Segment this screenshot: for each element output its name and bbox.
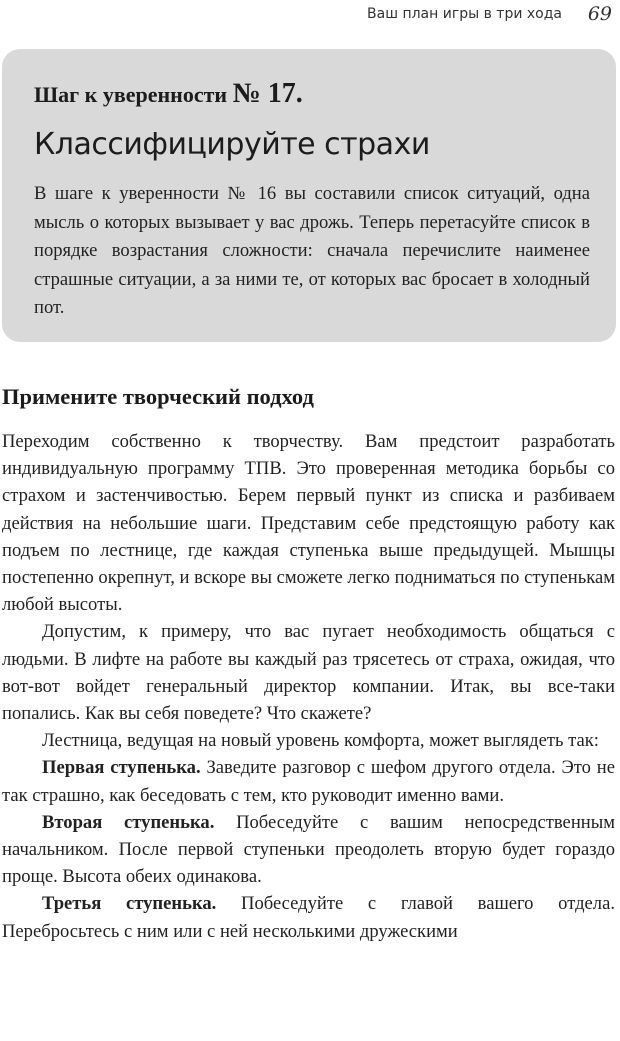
- callout-kicker-number: № 17.: [232, 78, 303, 109]
- body-text: [2, 428, 615, 945]
- step-paragraph: [2, 809, 615, 891]
- step-paragraph: [2, 890, 615, 944]
- step-paragraph: [2, 754, 615, 808]
- paragraph: Допустим, к примеру, что вас пугает необходимость общаться с людьми. В лифте на работе вы каждый раз трясетесь от страха, ожидая, что вот-вот войдет генеральный директор компании. Итак, вы все-таки попались. Как вы себя поведете? Что скажете?: [2, 621, 615, 725]
- page-header: [0, 3, 620, 27]
- running-title: Ваш план игры в три хода: [367, 6, 562, 22]
- step-label: Третья ступенька.: [42, 893, 217, 915]
- page-number: 69: [587, 3, 612, 25]
- step-label: Первая ступенька.: [42, 757, 201, 779]
- callout-kicker-text: Шаг к уверенности: [34, 82, 228, 107]
- paragraph: Переходим собственно к творчеству. Вам предстоит разработать индивидуальную программу ТПВ. Это проверенная методика борьбы со страхом и застенчивостью. Берем первый пункт из списка и разбиваем действия на небольшие шаги. Представим себе предстоящую работу как подъем по лестнице, где каждая ступенька выше предыдущей. Мышцы постепенно окрепнут, и вскоре вы сможете легко подниматься по ступенькам любой высоты.: [2, 431, 615, 616]
- step-text: Побеседуйте с вашим непосредственным начальником. После первой ступеньки преодолеть вторую будет гораздо проще. Высота обеих одинакова.: [2, 811, 615, 888]
- callout-text: В шаге к уверенности № 16 вы составили список ситуаций, одна мысль о которых вызывает у вас дрожь. Теперь перетасуйте список в порядке возрастания сложности: сначала перечислите наименее страшные ситуации, а за ними те, от которых вас бросает в холодный пот.: [34, 183, 590, 318]
- paragraph: Лестница, ведущая на новый уровень комфорта, может выглядеть так:: [42, 730, 599, 752]
- step-text: Побеседуйте с главой вашего отдела. Перебросьтесь с ним или с ней несколькими дружескими: [2, 893, 615, 942]
- section-heading: Примените творческий подход: [2, 384, 314, 409]
- step-label: Вторая ступенька.: [42, 811, 215, 833]
- step-text: Заведите разговор с шефом другого отдела. Это не так страшно, как беседовать с тем, кто руководит именно вами.: [2, 757, 615, 806]
- callout-title: Классифицируйте страхи: [34, 127, 430, 162]
- callout-kicker: [34, 78, 303, 110]
